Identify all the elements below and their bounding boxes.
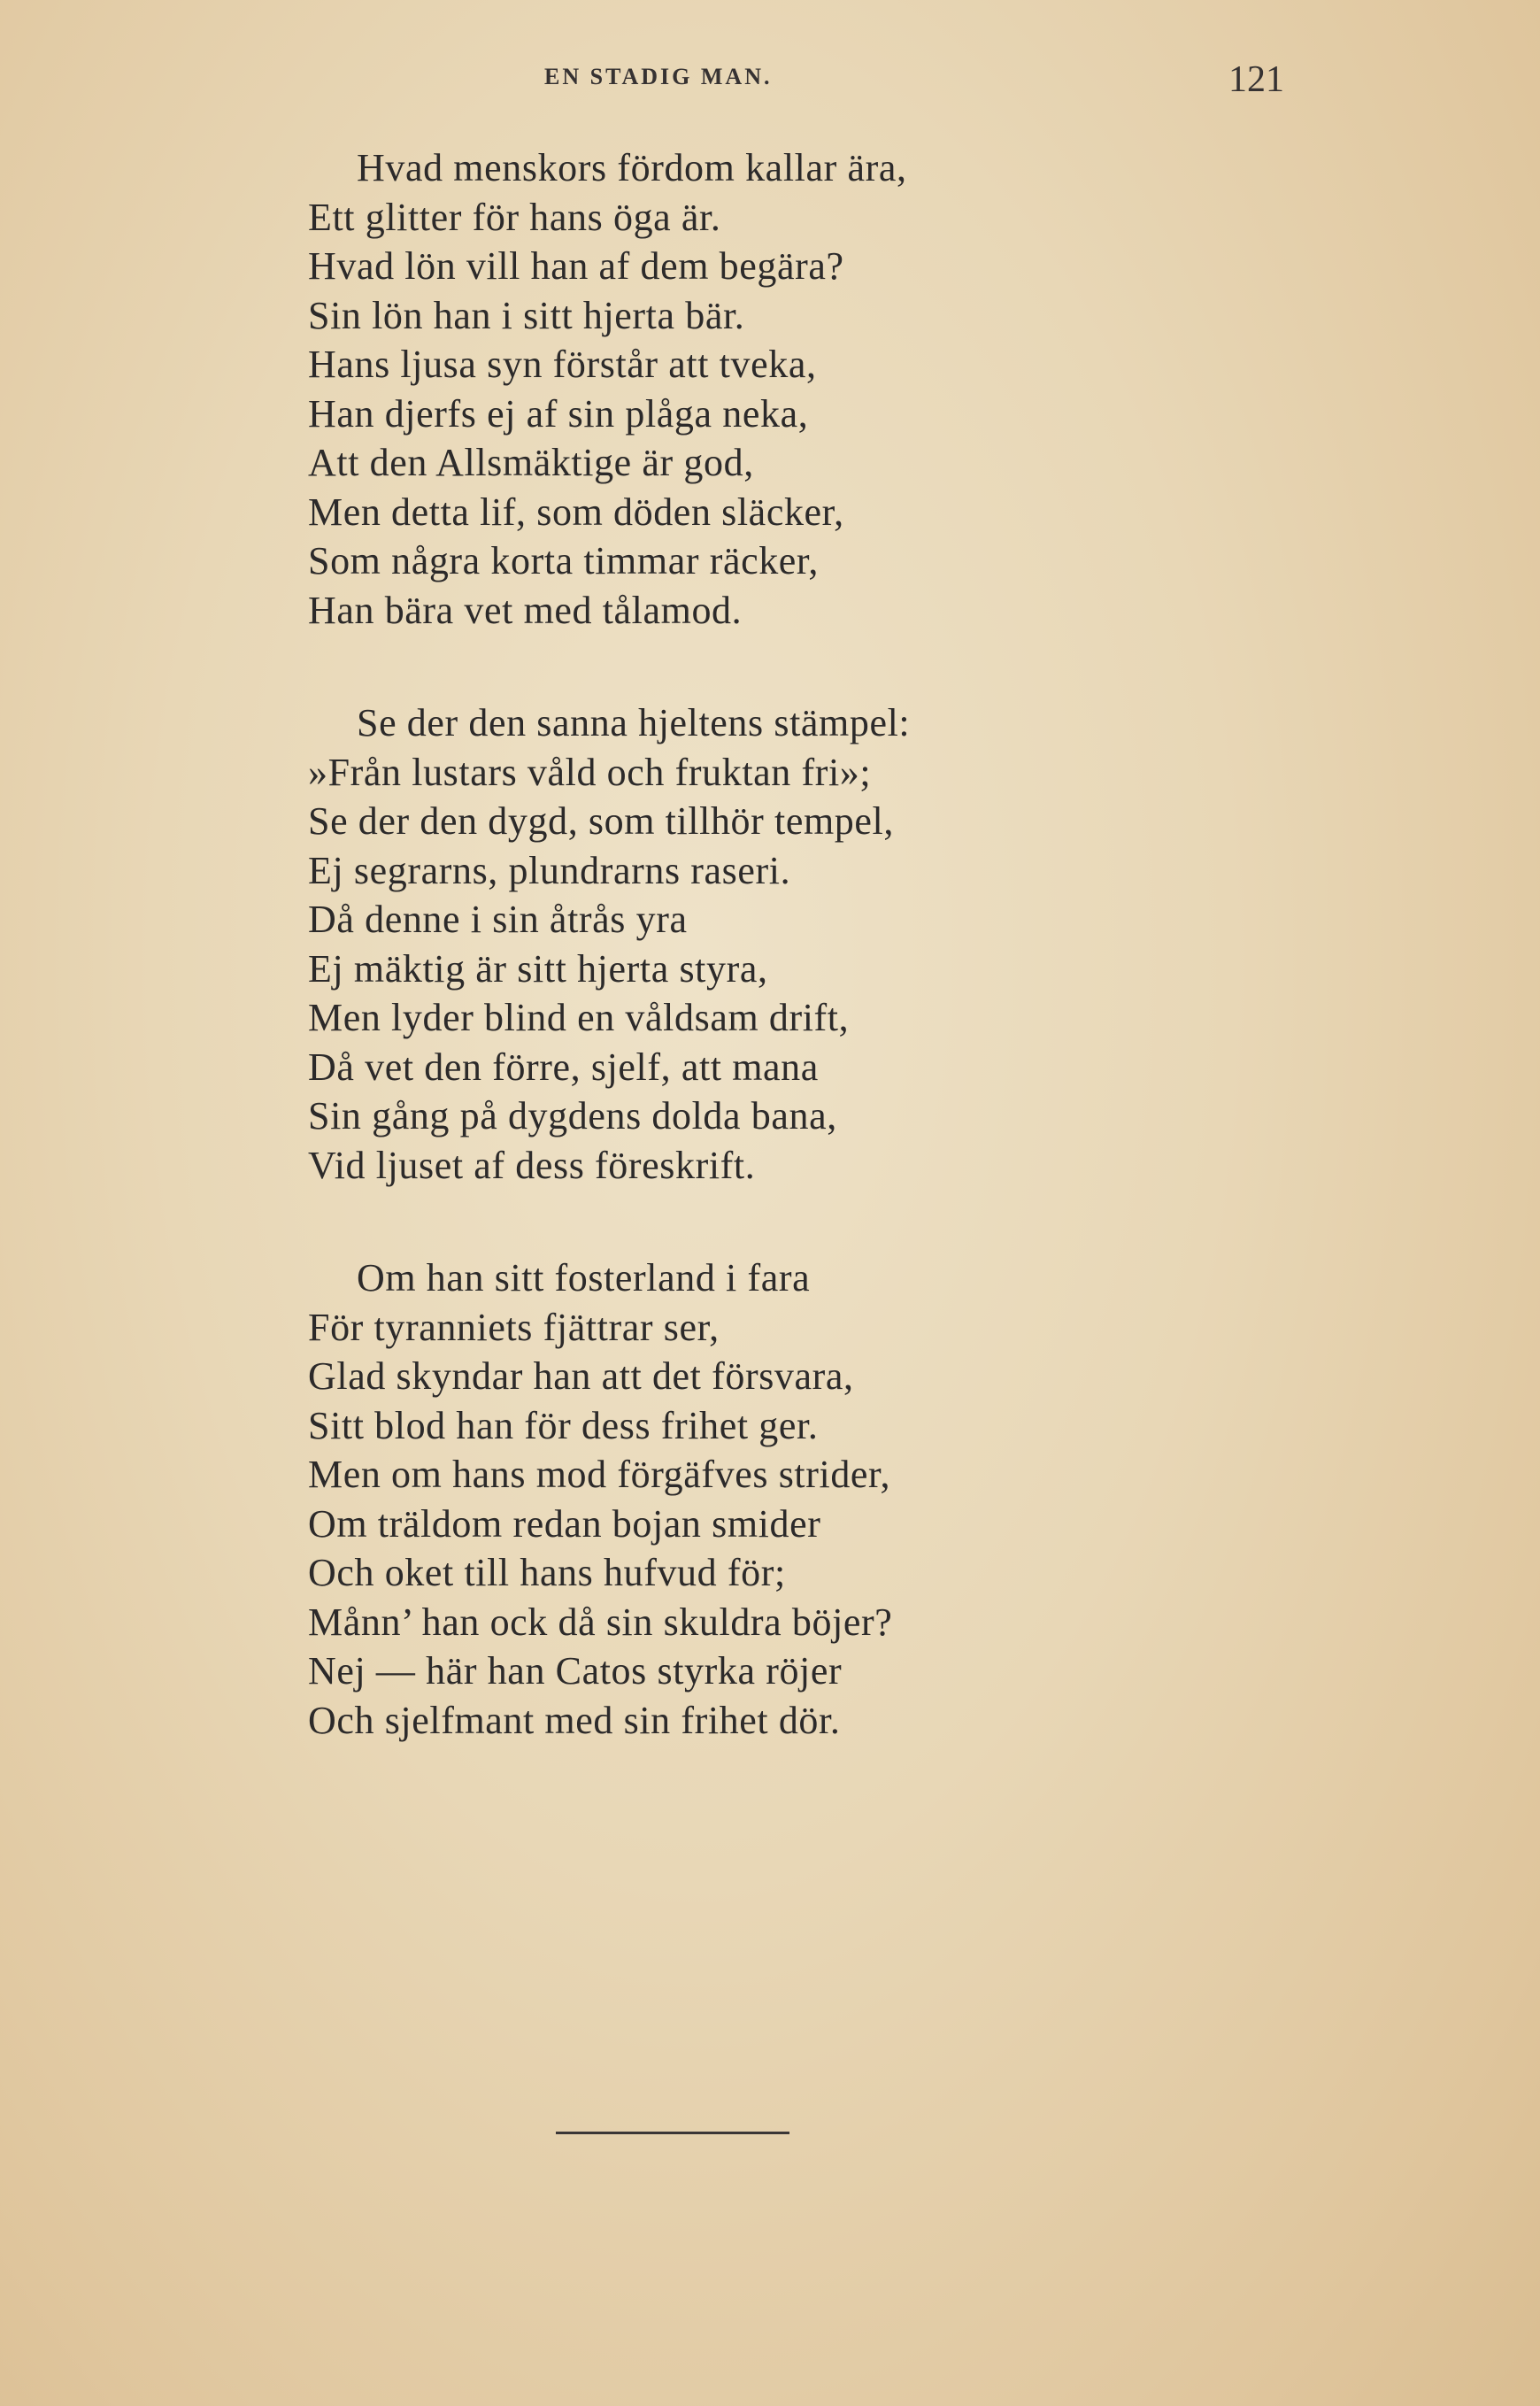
verse-line: Sitt blod han för dess frihet ger. xyxy=(308,1403,819,1447)
verse-line: »Från lustars våld och fruktan fri»; xyxy=(308,750,872,794)
verse-line: Ett glitter för hans öga är. xyxy=(308,195,721,239)
verse-line: Hvad lön vill han af dem begära? xyxy=(308,244,844,288)
poem xyxy=(308,143,1459,1808)
verse-line: Han bära vet med tålamod. xyxy=(308,588,743,632)
running-title: EN STADIG MAN. xyxy=(544,64,773,89)
stanza-3 xyxy=(308,1253,1459,1745)
verse-line: Då vet den förre, sjelf, att mana xyxy=(308,1045,819,1089)
verse-line: Om han sitt fosterland i fara xyxy=(357,1256,811,1299)
running-head xyxy=(0,58,1540,103)
verse-line: För tyranniets fjättrar ser, xyxy=(308,1305,720,1349)
verse-line: Han djerfs ej af sin plåga neka, xyxy=(308,391,809,436)
verse-line: Att den Allsmäktige är god, xyxy=(308,441,754,484)
verse-line: Se der den sanna hjeltens stämpel: xyxy=(357,701,911,744)
verse-line: Vid ljuset af dess föreskrift. xyxy=(308,1143,756,1187)
stanza-2 xyxy=(308,698,1459,1190)
verse-line: Sin lön han i sitt hjerta bär. xyxy=(308,293,745,337)
verse-line: Då denne i sin åtrås yra xyxy=(308,898,688,941)
verse-line: Hvad menskors fördom kallar ära, xyxy=(357,146,907,189)
verse-line: Och sjelfmant med sin frihet dör. xyxy=(308,1698,841,1742)
verse-line: Men detta lif, som döden släcker, xyxy=(308,490,844,534)
verse-line: Hans ljusa syn förstår att tveka, xyxy=(308,343,817,386)
page-number: 121 xyxy=(1228,59,1284,100)
verse-line: Nej — här han Catos styrka röjer xyxy=(308,1649,843,1693)
verse-line: Om träldom redan bojan smider xyxy=(308,1501,821,1546)
verse-line: Se der den dygd, som tillhör tempel, xyxy=(308,799,894,843)
verse-line: Men om hans mod förgäfves strider, xyxy=(308,1453,891,1496)
verse-line: Som några korta timmar räcker, xyxy=(308,539,820,582)
verse-line: Ej segrarns, plundrarns raseri. xyxy=(308,848,791,892)
verse-line: Och oket till hans hufvud för; xyxy=(308,1551,786,1594)
stanza-1 xyxy=(308,143,1459,635)
verse-line: Ej mäktig är sitt hjerta styra, xyxy=(308,946,768,991)
verse-line: Men lyder blind en våldsam drift, xyxy=(308,996,850,1039)
verse-line: Sin gång på dygdens dolda bana, xyxy=(308,1094,837,1137)
verse-line: Glad skyndar han att det försvara, xyxy=(308,1354,854,1398)
end-rule-divider xyxy=(556,2132,789,2134)
verse-line: Månn’ han ock då sin skuldra böjer? xyxy=(308,1600,893,1644)
